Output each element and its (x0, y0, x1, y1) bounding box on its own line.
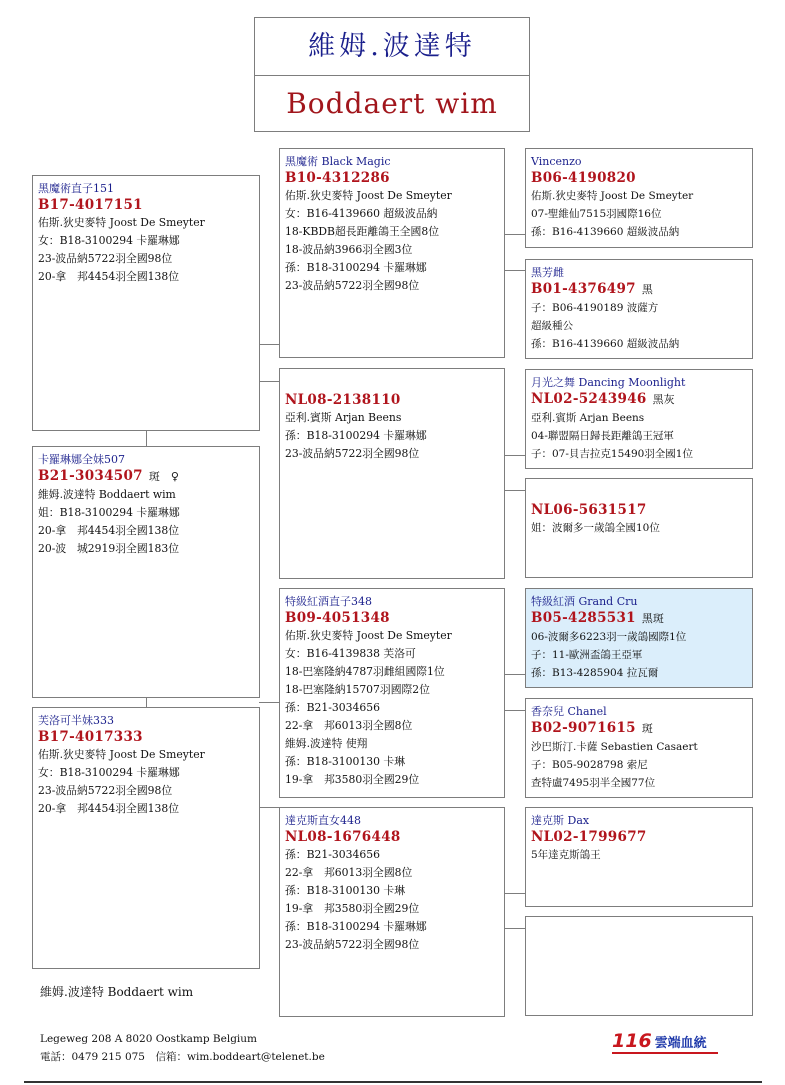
connector (259, 344, 279, 345)
info-line: 孫：B18-3100294 卡羅琳娜 (285, 429, 427, 442)
info-line: 姐：B18-3100294 卡羅琳娜 (38, 506, 180, 519)
bird-name: 芙洛可半妹333 (38, 714, 114, 727)
info-line: 女：B16-4139838 芙洛可 (285, 647, 416, 660)
info-line: 19-拿 邦3580羽全國29位 (285, 773, 420, 786)
connector (504, 928, 525, 929)
info-line: 佑斯.狄史麥特 Joost De Smeyter (285, 189, 452, 202)
connector (146, 430, 147, 446)
info-line: 佑斯.狄史麥特 Joost De Smeyter (38, 216, 205, 229)
ring-number: B01-4376497 黑 (531, 281, 653, 297)
info-line: 23-波品納5722羽全國98位 (285, 938, 420, 951)
pedigree-box-ggs-2 (525, 369, 753, 469)
ring-number: B10-4312286 (285, 170, 390, 186)
bird-name: 月光之舞 Dancing Moonlight (531, 376, 686, 389)
bird-name: 達克斯 Dax (531, 814, 590, 827)
connector (504, 455, 525, 456)
info-line: 女：B18-3100294 卡羅琳娜 (38, 234, 180, 247)
ring-number: NL08-2138110 (285, 392, 401, 408)
color-tag: 黑 (641, 283, 653, 296)
bird-name: 達克斯直女448 (285, 814, 361, 827)
pedigree-box-subject (32, 446, 260, 698)
info-line: 查特盧7495羽半全國77位 (531, 777, 656, 789)
info-line: 23-波品納5722羽全國98位 (38, 784, 173, 797)
info-line: 20-拿 邦4454羽全國138位 (38, 802, 180, 815)
connector (504, 234, 525, 235)
ring-number: B17-4017333 (38, 729, 143, 745)
bird-name: 特級紅酒直子348 (285, 595, 372, 608)
logo-underline (612, 1052, 718, 1054)
info-line: 孫：B13-4285904 拉瓦爾 (531, 667, 659, 679)
info-line: 18-波品納3966羽全國3位 (285, 243, 413, 256)
info-line: 23-波品納5722羽全國98位 (38, 252, 173, 265)
pedigree-box-granddam-1 (279, 368, 505, 579)
info-line: 佑斯.狄史麥特 Joost De Smeyter (531, 190, 694, 202)
ring-number: B02-9071615 斑 (531, 720, 653, 736)
info-line: 子：07-貝吉拉克15490羽全國1位 (531, 448, 693, 460)
pedigree-box-granddam-2 (279, 807, 505, 1017)
bird-name: 卡羅琳娜全妹507 (38, 453, 125, 466)
connector (259, 381, 279, 382)
footer-address: Legeweg 208 A 8020 Oostkamp Belgium (40, 1033, 258, 1045)
ring-number: NL08-1676448 (285, 829, 401, 845)
title-english: Boddaert wim (286, 87, 498, 120)
ring-number: B05-4285531 黑斑 (531, 610, 664, 626)
bird-name: 特級紅酒 Grand Cru (531, 595, 638, 608)
info-line: 22-拿 邦6013羽全國8位 (285, 719, 413, 732)
info-line: 04-聯盟隔日歸長距離鴿王冠軍 (531, 430, 674, 442)
ring-number: NL02-1799677 (531, 829, 647, 845)
bird-name: 黑魔術 Black Magic (285, 155, 391, 168)
info-line: 18-巴塞隆納15707羽國際2位 (285, 683, 430, 696)
ring-number: NL02-5243946 黑灰 (531, 391, 675, 407)
pedigree-box-ggd-2 (525, 478, 753, 578)
info-line: 06-波爾多6223羽一歲鴿國際1位 (531, 631, 687, 643)
ring-number: B17-4017151 (38, 197, 143, 213)
pedigree-box-grandsire-1 (279, 148, 505, 358)
color-sex-tag: 斑 ♀ (148, 470, 179, 483)
footer-contact: 電話：0479 215 075 信箱：wim.boddeart@telenet.be (40, 1051, 325, 1063)
info-line: 女：B16-4139660 超級波品納 (285, 207, 438, 220)
connector (504, 710, 525, 711)
info-line: 20-拿 邦4454羽全國138位 (38, 524, 180, 537)
bottom-rule (24, 1081, 762, 1083)
ring-number: NL06-5631517 (531, 502, 647, 518)
info-line: 孫：B18-3100130 卡琳 (285, 884, 406, 897)
info-line: 女：B18-3100294 卡羅琳娜 (38, 766, 180, 779)
logo-text: 雲端血統 (654, 1036, 707, 1051)
info-line: 07-聖維仙7515羽國際16位 (531, 208, 662, 220)
owner-label: 維姆.波達特 Boddaert wim (40, 985, 194, 999)
info-line: 19-拿 邦3580羽全國29位 (285, 902, 420, 915)
info-line: 亞利.賓斯 Arjan Beens (531, 412, 645, 424)
info-line: 子：B05-9028798 索尼 (531, 759, 648, 771)
connector (504, 893, 525, 894)
title-chinese: 維姆.波達特 (255, 18, 529, 76)
info-line: 20-波 城2919羽全國183位 (38, 542, 180, 555)
bird-name: 黑魔術直子151 (38, 182, 114, 195)
ring-number: B06-4190820 (531, 170, 636, 186)
pedigree-box-ggs-4 (525, 807, 753, 907)
pedigree-box-ggd-1 (525, 259, 753, 359)
info-line: 佑斯.狄史麥特 Joost De Smeyter (38, 748, 205, 761)
info-line: 23-波品納5722羽全國98位 (285, 447, 420, 460)
ring-number: B21-3034507 斑 ♀ (38, 468, 179, 484)
info-line: 孫：B21-3034656 (285, 848, 380, 861)
color-tag: 斑 (641, 722, 653, 735)
info-line: 孫：B21-3034656 (285, 701, 380, 714)
connector (146, 697, 147, 707)
pedigree-box-sire (32, 175, 260, 431)
info-line: 維姆.波達特 使翔 (285, 737, 368, 750)
info-line: 22-拿 邦6013羽全國8位 (285, 866, 413, 879)
info-line: 超級種公 (531, 320, 573, 332)
connector (504, 270, 525, 271)
connector (259, 702, 279, 703)
pedigree-box-ggs-3 (525, 588, 753, 688)
connector (504, 490, 525, 491)
info-line: 子：11-歐洲盃鴿王亞軍 (531, 649, 643, 661)
info-line: 沙巴斯汀.卡薩 Sebastien Casaert (531, 741, 698, 753)
ring-number: B09-4051348 (285, 610, 390, 626)
pedigree-box-ggd-3 (525, 698, 753, 798)
brand-logo (612, 1030, 722, 1056)
logo-number: 116 (612, 1030, 652, 1052)
pedigree-box-dam (32, 707, 260, 969)
info-line: 20-拿 邦4454羽全國138位 (38, 270, 180, 283)
color-tag: 黑灰 (652, 393, 675, 406)
color-tag: 黑斑 (641, 612, 664, 625)
info-line: 佑斯.狄史麥特 Joost De Smeyter (285, 629, 452, 642)
pedigree-box-ggd-4-empty (525, 916, 753, 1016)
connector (504, 674, 525, 675)
pedigree-box-ggs-1 (525, 148, 753, 248)
info-line: 孫：B16-4139660 超級波品納 (531, 338, 680, 350)
info-line: 孫：B18-3100130 卡琳 (285, 755, 406, 768)
info-line: 5年達克斯鴿王 (531, 849, 601, 861)
info-line: 孫：B16-4139660 超級波品納 (531, 226, 680, 238)
info-line: 23-波品納5722羽全國98位 (285, 279, 420, 292)
info-line: 亞利.賓斯 Arjan Beens (285, 411, 402, 424)
info-line: 18-巴塞隆納4787羽雌組國際1位 (285, 665, 445, 678)
bird-name: Vincenzo (531, 155, 582, 168)
info-line: 子：B06-4190189 波薩方 (531, 302, 659, 314)
info-line: 孫：B18-3100294 卡羅琳娜 (285, 920, 427, 933)
info-line: 孫：B18-3100294 卡羅琳娜 (285, 261, 427, 274)
pedigree-box-grandsire-2 (279, 588, 505, 798)
info-line: 18-KBDB超長距離鴿王全國8位 (285, 225, 440, 238)
info-line: 維姆.波達特 Boddaert wim (38, 488, 176, 501)
bird-name: 香奈兒 Chanel (531, 705, 607, 718)
info-line: 姐：波爾多一歲鴿全國10位 (531, 522, 660, 534)
connector (259, 807, 279, 808)
bird-name: 黑芳雌 (531, 266, 564, 279)
pedigree-title (254, 17, 530, 132)
